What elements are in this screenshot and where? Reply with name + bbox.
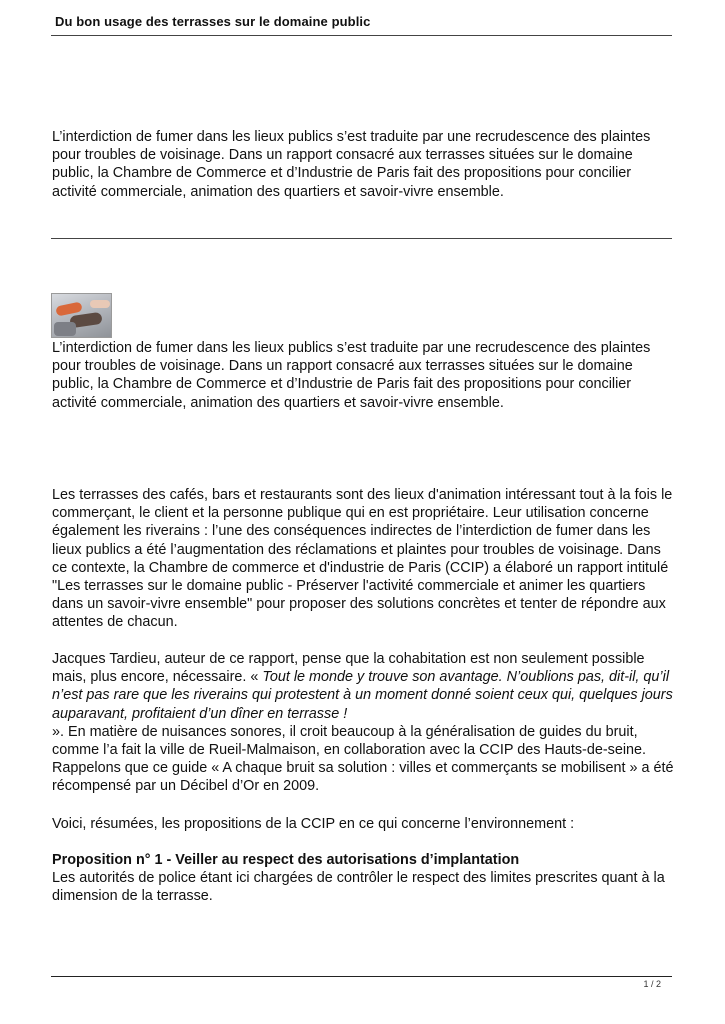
paragraph-2-continuation: ». En matière de nuisances sonores, il croit beaucoup à la généralisation de guides du bruit, comme l’a fait la ville de Rueil-Malmaison, en collaboration avec la CCIP des Hauts-de-seine. Rappelons que ce guide « A chaque bruit sa solution : villes et commerçants se mobilisent » a été récompensé par un Décibel d’Or en 2009. [52, 723, 674, 795]
paragraph-2-intro: Jacques Tardieu, auteur de ce rapport, pense que la cohabitation est non seulement possible mais, plus encore, nécessaire. « [52, 651, 645, 686]
footer-divider [51, 976, 672, 977]
proposition-1-text: Les autorités de police étant ici chargées de contrôler le respect des limites prescrites quant à la dimension de la terrasse. [52, 870, 665, 905]
article-paragraph-1: Les terrasses des cafés, bars et restaurants sont des lieux d'animation intéressant tout à la fois le commerçant, le client et la personne publique qui en est propriétaire. Leur utilisation concerne également les riverains : l’une des conséquences indirectes de l’interdiction de fumer dans les lieux publics a été l’augmentation des réclamations et plaintes pour troubles de voisinage. Dans ce contexte, la Chambre de commerce et d'industrie de Paris (CCIP) a élaboré un rapport intitulé "Les terrasses sur le domaine public - Préserver l'activité commerciale et animer les quartiers dans un savoir-vivre ensemble" pour proposer des solutions concrètes et tenter de répondre aux attentes de chacun. [52, 487, 673, 631]
header-divider [51, 35, 672, 36]
proposition-1-heading: Proposition n° 1 - Veiller au respect des autorisations d’implantation [52, 852, 520, 868]
paragraph-2-quote: Tout le monde y trouve son avantage. N’oublions pas, dit-il, qu’il n’est pas rare que les riverains qui protestent à un moment donné soient ceux qui, quelques jours auparavant, profitaient d’un dîner en terrasse ! [52, 669, 673, 722]
proposition-1-block [52, 851, 677, 906]
section-divider [51, 238, 672, 239]
article-thumbnail-image [51, 293, 112, 338]
page-header-title: Du bon usage des terrasses sur le domaine public [55, 14, 371, 29]
article-paragraph-3: Voici, résumées, les propositions de la CCIP en ce qui concerne l’environnement : [52, 816, 575, 832]
page-number: 1 / 2 [643, 979, 661, 989]
intro-paragraph: L’interdiction de fumer dans les lieux publics s’est traduite par une recrudescence des plaintes pour troubles de voisinage. Dans un rapport consacré aux terrasses situées sur le domaine public, la Chambre de Commerce et d’Industrie de Paris fait des propositions pour concilier activité commerciale, animation des quartiers et savoir-vivre ensemble. [52, 129, 651, 200]
article-paragraph-2 [52, 650, 677, 796]
article-summary-paragraph: L’interdiction de fumer dans les lieux publics s’est traduite par une recrudescence des plaintes pour troubles de voisinage. Dans un rapport consacré aux terrasses situées sur le domaine public, la Chambre de Commerce et d’Industrie de Paris fait des propositions pour concilier activité commerciale, animation des quartiers et savoir-vivre ensemble. [52, 340, 651, 411]
